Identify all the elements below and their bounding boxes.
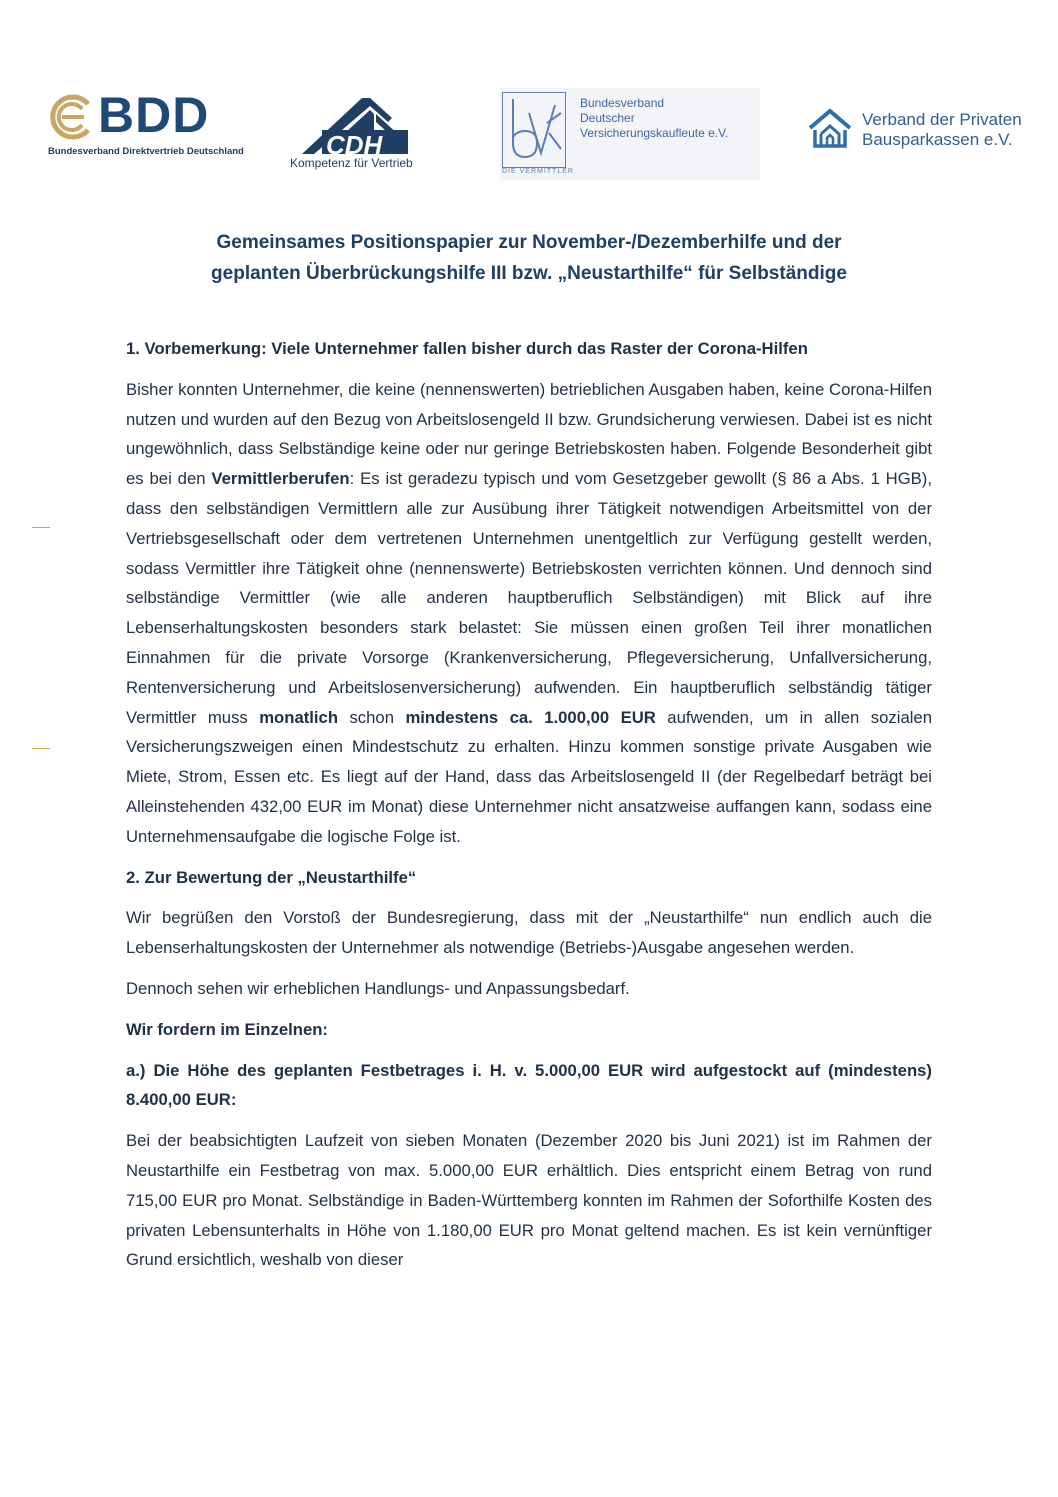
- text-run: aufwenden, um in allen sozialen Versicherungszweigen einen Mindestschutz zu erhalten. Hinzu kommen sonstige private Ausgaben wie Miete, Strom, Essen etc. Es liegt auf der Hand, dass das Arbeitslosengeld II (der Regelbedarf beträgt bei Alleinstehenden 432,00 EUR im Monat) diese Unternehmer nicht ansatzweise auffangen kann, sodass eine Unternehmensaufgabe die logische Folge ist.: [126, 707, 932, 846]
- bold-run: Vermittlerberufen: [211, 469, 350, 489]
- text-run: : Es ist geradezu typisch und vom Gesetzgeber gewollt (§ 86 a Abs. 1 HGB), dass den selbständigen Vermittlern alle zur Ausübung ihrer Tätigkeit notwendigen Arbeitsmittel von der Vertriebsgesellschaft oder dem vertretenen Unternehmen unentgeltlich zur Verfügung gestellt werden, sodass Vermittler ihre Tätigkeit ohne (nennenswerte) Betriebskosten verrichten können. Und dennoch sind selbständige Vermittler (wie alle anderen hauptberuflich Selbständigen) mit Blick auf ihre Lebenserhaltungskosten besonders stark belastet: Sie müssen einen großen Teil ihrer monatlichen Einnahmen für die private Vorsorge (Krankenversicherung, Pflegeversicherung, Unfallversicherung, Rentenversicherung und Arbeitslosenversicherung) aufwenden. Ein hauptberuflich selbständig tätiger Vermittler muss: [126, 469, 932, 727]
- section-2-heading: 2. Zur Bewertung der „Neustarthilfe“: [126, 867, 417, 887]
- vdpb-name-line: Verband der Privaten: [862, 110, 1022, 129]
- house-icon: [808, 108, 852, 148]
- bold-run: monatlich: [259, 707, 339, 727]
- bvk-name-line: Bundesverband: [580, 96, 665, 110]
- cdh-logo: [288, 96, 428, 176]
- cdh-subtitle: Kompetenz für Vertrieb: [290, 156, 413, 170]
- title-line-2: geplanten Überbrückungshilfe III bzw. „Neustarthilfe“ für Selbständige: [211, 263, 847, 284]
- bdd-swoosh-icon: [48, 94, 96, 140]
- bvk-name: [580, 96, 728, 141]
- bvk-emblem: [502, 92, 566, 168]
- bdd-name: BDD: [98, 87, 210, 143]
- vdpb-name: [862, 110, 1022, 150]
- bvk-monogram-icon: [503, 93, 565, 167]
- demand-a-paragraph: Bei der beabsichtigten Laufzeit von sieben Monaten (Dezember 2020 bis Juni 2021) ist im Rahmen der Neustarthilfe ein Festbetrag von max. 5.000,00 EUR erhältlich. Dies entspricht einem Betrag von rund 715,00 EUR pro Monat. Selbständige in Baden-Württemberg konnten im Rahmen der Soforthilfe Kosten des privaten Lebensunterhalts in Höhe von 1.180,00 EUR pro Monat geltend machen. Es ist kein vernünftiger Grund ersichtlich, weshalb von dieser: [126, 1131, 932, 1270]
- section-1-paragraph: [126, 375, 932, 852]
- bvk-logo: [500, 88, 760, 180]
- section-2-paragraph-1: Wir begrüßen den Vorstoß der Bundesregierung, dass mit der „Neustarthilfe“ nun endlich auch die Lebenserhaltungskosten der Unternehmer als notwendige (Betriebs-)Ausgabe angesehen werden.: [126, 908, 932, 958]
- bdd-logo: [48, 87, 248, 162]
- bvk-tagline: DIE VERMITTLER: [502, 168, 574, 175]
- text-run: schon: [338, 707, 406, 727]
- logo-bar: [0, 0, 1058, 200]
- cdh-name: CDH: [326, 130, 383, 160]
- document-title: [100, 227, 958, 289]
- bvk-name-line: Versicherungskaufleute e.V.: [580, 126, 729, 140]
- section-1-heading: 1. Vorbemerkung: Viele Unternehmer fallen bisher durch das Raster der Corona-Hilfen: [126, 339, 808, 358]
- vdpb-logo: [808, 108, 1038, 168]
- margin-mark: [32, 527, 50, 528]
- bold-run: mindestens ca. 1.000,00 EUR: [405, 707, 656, 727]
- section-2-paragraph-2: Dennoch sehen wir erheblichen Handlungs- und Anpassungsbedarf.: [126, 978, 630, 998]
- document-body: [126, 334, 932, 1286]
- demand-a-heading: a.) Die Höhe des geplanten Festbetrages i. H. v. 5.000,00 EUR wird aufgestockt auf (mindestens) 8.400,00 EUR:: [126, 1060, 932, 1110]
- title-line-1: Gemeinsames Positionspapier zur November-/Dezemberhilfe und der: [216, 232, 842, 253]
- demands-heading: Wir fordern im Einzelnen:: [126, 1019, 328, 1039]
- bdd-subtitle: Bundesverband Direktvertrieb Deutschland: [48, 146, 244, 157]
- margin-mark: [32, 748, 50, 749]
- text-run: Bisher konnten Unternehmer, die keine (nennenswerten) betrieblichen Ausgaben haben, keine Corona-Hilfen nutzen und wurden auf den Bezug von Arbeitslosengeld II bzw. Grundsicherung verwiesen. Dabei ist es nicht ungewöhnlich, dass Selbständige keine oder nur geringe Betriebskosten haben. Folgende Besonderheit gibt es bei den: [126, 379, 932, 489]
- vdpb-name-line: Bausparkassen e.V.: [862, 130, 1013, 149]
- bvk-name-line: Deutscher: [580, 111, 635, 125]
